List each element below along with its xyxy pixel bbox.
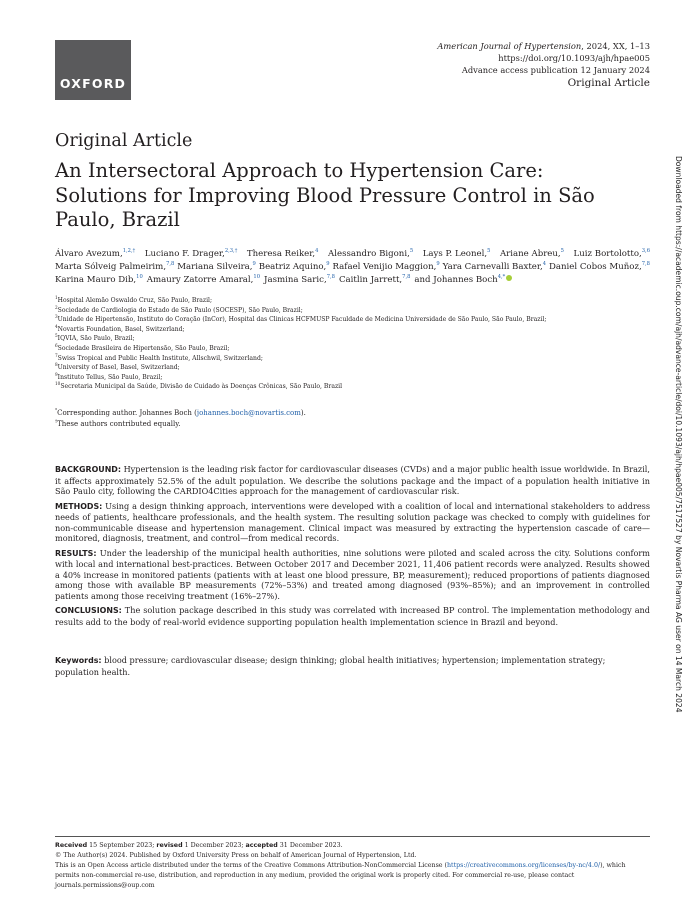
author-list <box>55 248 650 287</box>
author: Caitlin Jarrett,$^{7,8}$ <box>338 274 411 285</box>
author-row <box>55 261 650 274</box>
abstract-conclusions: CONCLUSIONS: The solution package described in this study was correlated with increased BP control. The implementation methodology and results add to the body of real-world evidence supporting population health implementation science in Brazil and beyond. <box>55 605 650 627</box>
doi-link[interactable]: https://doi.org/10.1093/ajh/hpae005 <box>498 53 650 63</box>
author: Karina Mauro Dib,$^{10}$ <box>55 274 143 285</box>
affiliation: $^7$Swiss Tropical and Public Health Institute, Allschwil, Switzerland; <box>55 352 263 362</box>
affiliation: $^9$Instituto Tellus, São Paulo, Brazil; <box>55 371 163 381</box>
author: Theresa Reiker,$^4$ <box>246 248 319 259</box>
publisher-logo-text: OXFORD <box>59 76 127 91</box>
author: Luciano F. Drager,$^{2,3,\dagger}$ <box>144 248 238 259</box>
author: Jasmina Saric,$^{7,8}$ <box>264 274 335 285</box>
correspondence-note <box>55 408 650 429</box>
author: Lays P. Leonel,$^5$ <box>422 248 491 259</box>
section-label: Original Article <box>55 131 193 151</box>
affiliation: $^4$Novartis Foundation, Basel, Switzerland; <box>55 323 185 333</box>
license-link[interactable]: https://creativecommons.org/licenses/by-nc/4.0/ <box>446 862 601 869</box>
history-dates: Received 15 September 2023; revised 1 December 2023; accepted 31 December 2023. <box>55 842 343 849</box>
author: Marta Sólveig Palmeirim,$^{7,8}$ <box>55 261 175 272</box>
footer-divider <box>55 836 650 837</box>
keywords: Keywords: blood pressure; cardiovascular disease; design thinking; global health initiatives; hypertension; implementation strategy; population health. <box>55 655 606 677</box>
abstract-methods: METHODS: Using a design thinking approach, interventions were developed with a coalition of local and international stakeholders to address needs of patients, healthcare professionals, and the health system. The resulting solution package was checked to comply with guidelines for non-communicable disease and hypertension management. Clinical impact was measured by extracting the hypertension cascade of care—monitored, diagnosis, treatment, and control—from medical records. <box>55 500 650 543</box>
license-note: This is an Open Access article distributed under the terms of the Creative Commons Attribution-NonCommercial License (https://creativecommons.org/licenses/by-nc/4.0/), which permits non-commercial re-use, distribution, and reproduction in any medium, provided the original work is properly cited. For commercial re-use, please contact journals.permissions@oup.com <box>55 862 626 889</box>
publisher-logo <box>55 40 131 100</box>
abstract-background: BACKGROUND: Hypertension is the leading risk factor for cardiovascular diseases (CVDs) and a major public health issue worldwide. In Brazil, it affects approximately 52.5% of the adult population. We describe the solutions package and the impact of a population health initiative in São Paulo city, following the CARDIO4Cities approach for the management of cardiovascular risk. <box>55 464 650 496</box>
abstract-results: RESULTS: Under the leadership of the municipal health authorities, nine solutions were piloted and scaled across the city. Solutions conform with local and international best-practices. Between October 2017 and December 2021, 11,406 patient records were analyzed. Results showed a 40% increase in monitored patients (patients with at least one blood pressure, BP, measurement); reduced proportions of patients diagnosed among those with available BP measurements (72%–53%) and treated among diagnosed (93%–85%); and an improvement in controlled patients among those receiving treatment (16%–27%). <box>55 547 650 601</box>
author: Beatriz Aquino,$^9$ <box>258 261 330 272</box>
author: and Johannes Boch$^{4,*}$ <box>414 274 512 287</box>
author: Ariane Abreu,$^5$ <box>499 248 564 259</box>
corresponding-author: *Corresponding author. Johannes Boch (johannes.boch@novartis.com). <box>55 407 306 417</box>
author: Álvaro Avezum,$^{1,2,\dagger}$ <box>55 248 136 259</box>
author: Luiz Bortolotto,$^{3,6}$ <box>573 248 650 259</box>
affiliation: $^2$Sociedade de Cardiologia do Estado de São Paulo (SOCESP), São Paulo, Brazil; <box>55 304 303 314</box>
affiliation: $^8$University of Basel, Basel, Switzerland; <box>55 362 180 372</box>
journal-citation <box>437 40 650 52</box>
author: Rafael Venijio Maggion,$^9$ <box>332 261 440 272</box>
author: Yara Carnevalli Baxter,$^4$ <box>442 261 547 272</box>
download-watermark: Downloaded from https://academic.oup.com/ajh/advance-article/doi/10.1093/ajh/hpae005/7517527 by Novartis Pharma AG user on 14 March 2024 <box>674 156 683 713</box>
equal-contribution-note: †These authors contributed equally. <box>55 418 181 428</box>
abstract <box>55 464 650 631</box>
affiliation: $^{10}$Secretaria Municipal da Saúde, Divisão de Cuidado às Doenças Crônicas, São Paulo, Brazil <box>55 381 343 391</box>
author-row <box>55 274 650 287</box>
article-type: Original Article <box>567 77 650 89</box>
affiliation: $^3$Unidade de Hipertensão, Instituto do Coração (InCor), Hospital das Clinicas HCFMUSP Faculdade de Medicina Universidade de São Paulo, São Paulo, Brazil; <box>55 314 547 324</box>
journal-header <box>437 40 650 91</box>
affiliation: $^5$IQVIA, São Paulo, Brazil; <box>55 333 135 343</box>
copyright-line: © The Author(s) 2024. Published by Oxford University Press on behalf of American Journal of Hypertension, Ltd. <box>55 852 417 859</box>
orcid-icon[interactable] <box>506 275 512 281</box>
author: Amaury Zatorre Amaral,$^{10}$ <box>146 274 261 285</box>
journal-name: American Journal of Hypertension <box>437 41 582 51</box>
journal-volume: , 2024, XX, 1–13 <box>581 41 650 51</box>
author: Daniel Cobos Muñoz,$^{7,8}$ <box>548 261 650 272</box>
affiliation: $^6$Sociedade Brasileira de Hipertensão, São Paulo, Brazil; <box>55 342 230 352</box>
author: Alessandro Bigoni,$^5$ <box>328 248 414 259</box>
footer-notes <box>55 841 650 891</box>
affiliation: $^1$Hospital Alemão Oswaldo Cruz, São Paulo, Brazil; <box>55 294 213 304</box>
author: Mariana Silveira,$^9$ <box>177 261 256 272</box>
article-title: An Intersectoral Approach to Hypertension Care: Solutions for Improving Blood Pressure Control in São Paulo, Brazil <box>55 159 595 231</box>
advance-access-date: Advance access publication 12 January 2024 <box>461 65 650 75</box>
author-row <box>55 248 650 261</box>
email-link[interactable]: johannes.boch@novartis.com <box>196 409 301 417</box>
affiliation-list <box>55 296 650 392</box>
